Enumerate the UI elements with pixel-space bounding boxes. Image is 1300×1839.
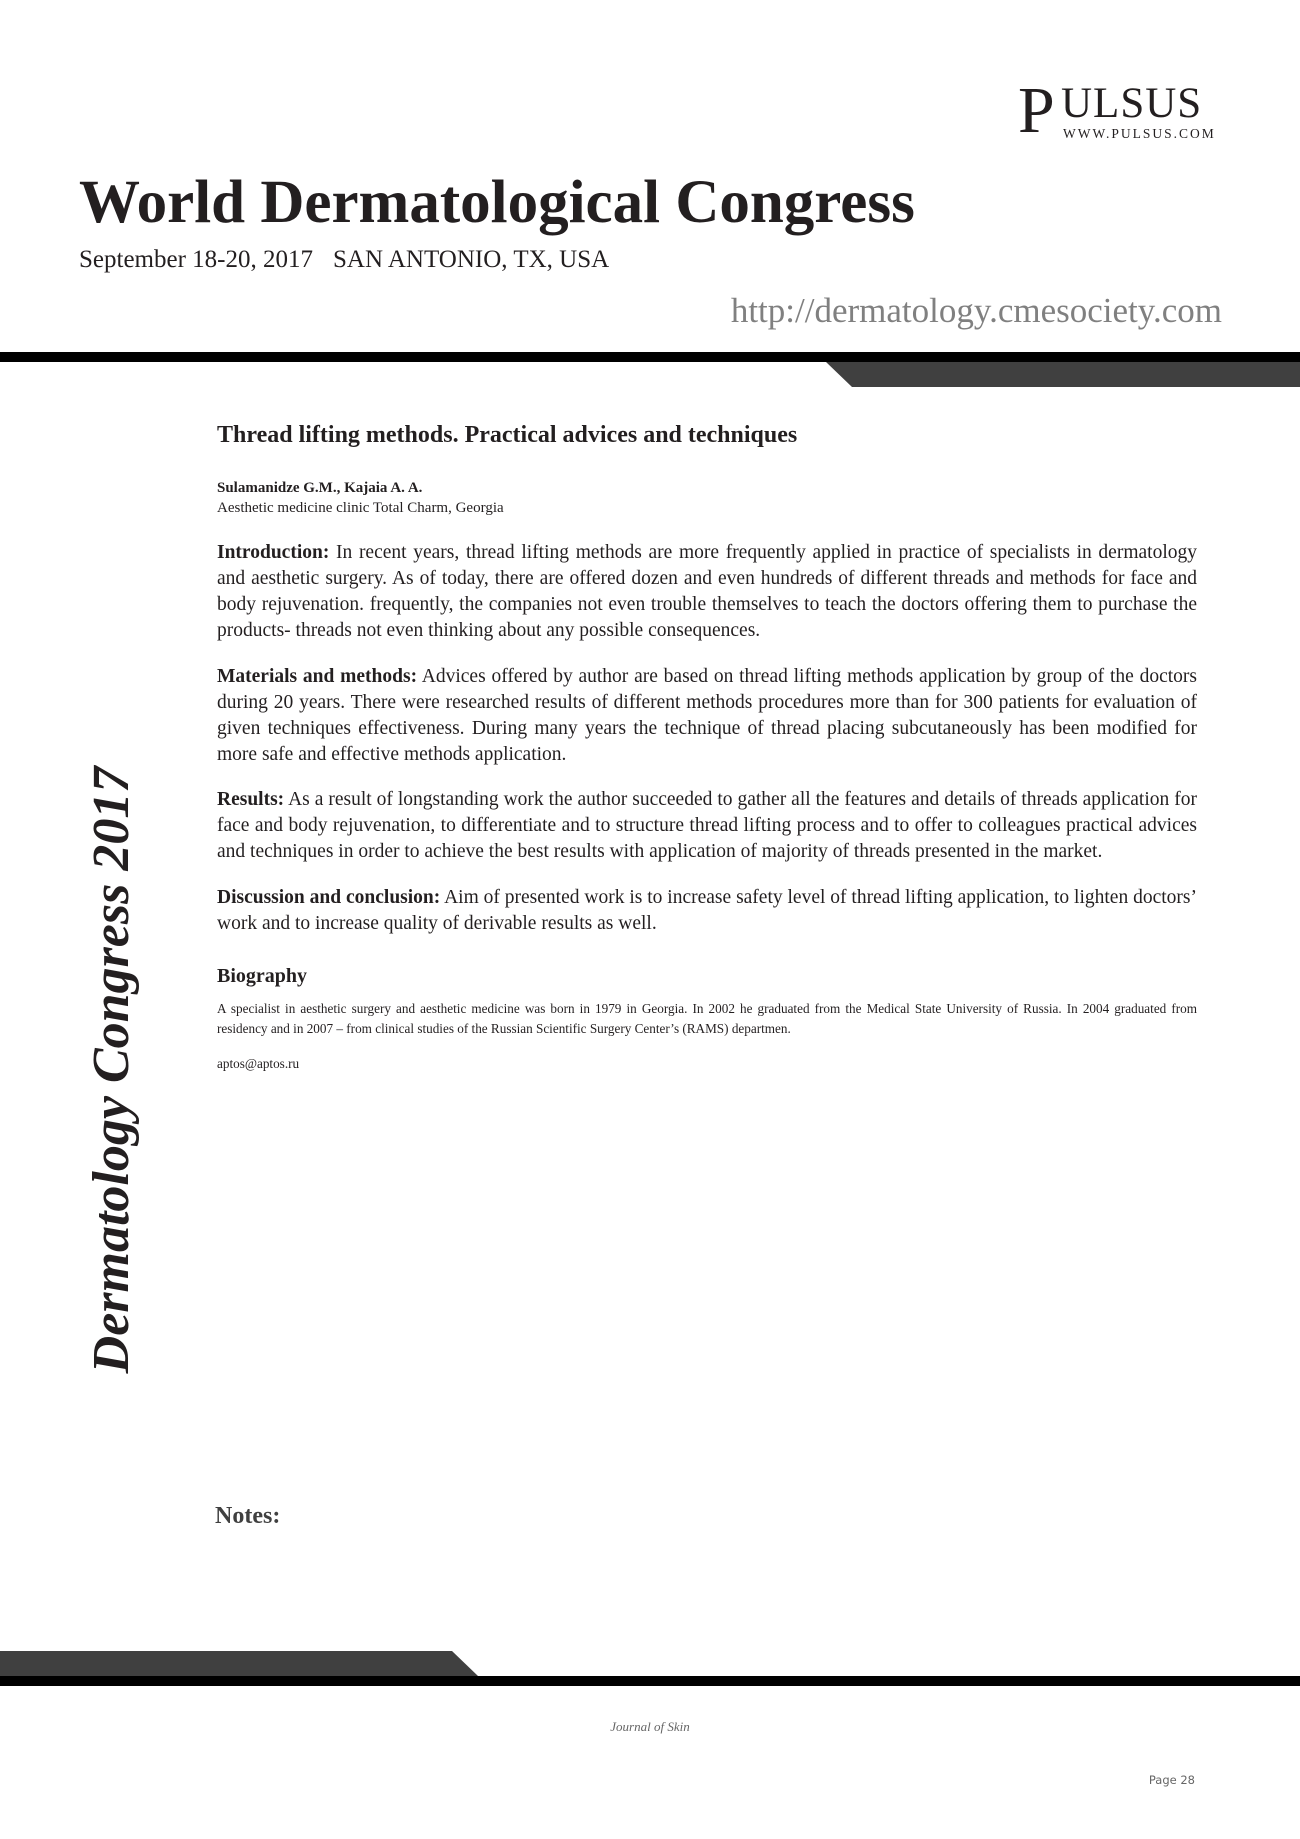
section-discussion-conclusion	[217, 885, 1197, 937]
section-text: Aim of presented work is to increase safety level of thread lifting application, to lighten doctors’ work and to increase quality of derivable results as well.	[217, 886, 1197, 934]
page-number: Page 28	[1148, 1773, 1195, 1787]
section-text: In recent years, thread lifting methods are more frequently applied in practice of specialists in dermatology and aesthetic surgery. As of today, there are offered dozen and even hundreds of different threads and methods for face and body rejuvenation. frequently, the companies not even trouble themselves to teach the doctors offering them to purchase the products- threads not even thinking about any possible consequences.	[217, 542, 1197, 641]
abstract-authors: Sulamanidze G.M., Kajaia A. A.	[217, 480, 423, 496]
journal-name: Journal of Skin	[610, 1719, 690, 1734]
pulsus-logo	[1018, 74, 1223, 147]
abstract-affiliation: Aesthetic medicine clinic Total Charm, Georgia	[217, 500, 504, 516]
header-divider-tab	[826, 362, 1300, 387]
biography-text: A specialist in aesthetic surgery and aesthetic medicine was born in 1979 in Georgia. In 2002 he graduated from the Medical State University of Russia. In 2004 graduated from residency and in 2007 – from clinical studies of the Russian Scientific Surgery Center’s (RAMS) departmen.	[217, 1000, 1197, 1036]
congress-date: September 18-20, 2017	[79, 246, 313, 273]
footer-divider-band	[0, 1676, 1300, 1686]
footer-divider-tab	[0, 1651, 478, 1676]
author-email[interactable]: aptos@aptos.ru	[217, 1055, 300, 1071]
logo-wordmark: ULSUS	[1061, 80, 1203, 127]
section-heading: Introduction:	[217, 542, 330, 563]
section-heading: Discussion and conclusion:	[217, 886, 441, 908]
section-introduction	[217, 540, 1197, 644]
congress-title: World Dermatological Congress	[79, 169, 915, 236]
congress-url[interactable]: http://dermatology.cmesociety.com	[730, 291, 1222, 330]
section-materials-methods	[217, 664, 1197, 768]
biography-heading: Biography	[217, 964, 308, 987]
abstract	[217, 420, 1197, 1074]
abstract-title: Thread lifting methods. Practical advices and techniques	[217, 422, 798, 448]
logo-initial: P	[1018, 74, 1055, 147]
logo-website: WWW.PULSUS.COM	[1063, 126, 1216, 141]
congress-date-location	[79, 244, 609, 276]
section-heading: Results:	[217, 789, 285, 810]
notes-label: Notes:	[215, 1503, 281, 1529]
sidebar-vertical-title: Dermatology Congress 2017	[83, 766, 140, 1374]
section-heading: Materials and methods:	[217, 665, 418, 687]
section-text: As a result of longstanding work the author succeeded to gather all the features and details of threads application for face and body rejuvenation, to differentiate and to structure thread lifting process and to offer to colleagues practical advices and techniques in order to achieve the best results with application of majority of threads presented in the market.	[217, 789, 1197, 862]
congress-location: SAN ANTONIO, TX, USA	[332, 246, 610, 273]
section-text: Advices offered by author are based on thread lifting methods application by group of the doctors during 20 years. There were researched results of different methods procedures more than for 300 patients for evaluation of given techniques effectiveness. During many years the technique of thread placing subcutaneously has been modified for more safe and effective methods application.	[217, 665, 1197, 765]
header-divider-band	[0, 352, 1300, 362]
section-results	[217, 787, 1197, 865]
